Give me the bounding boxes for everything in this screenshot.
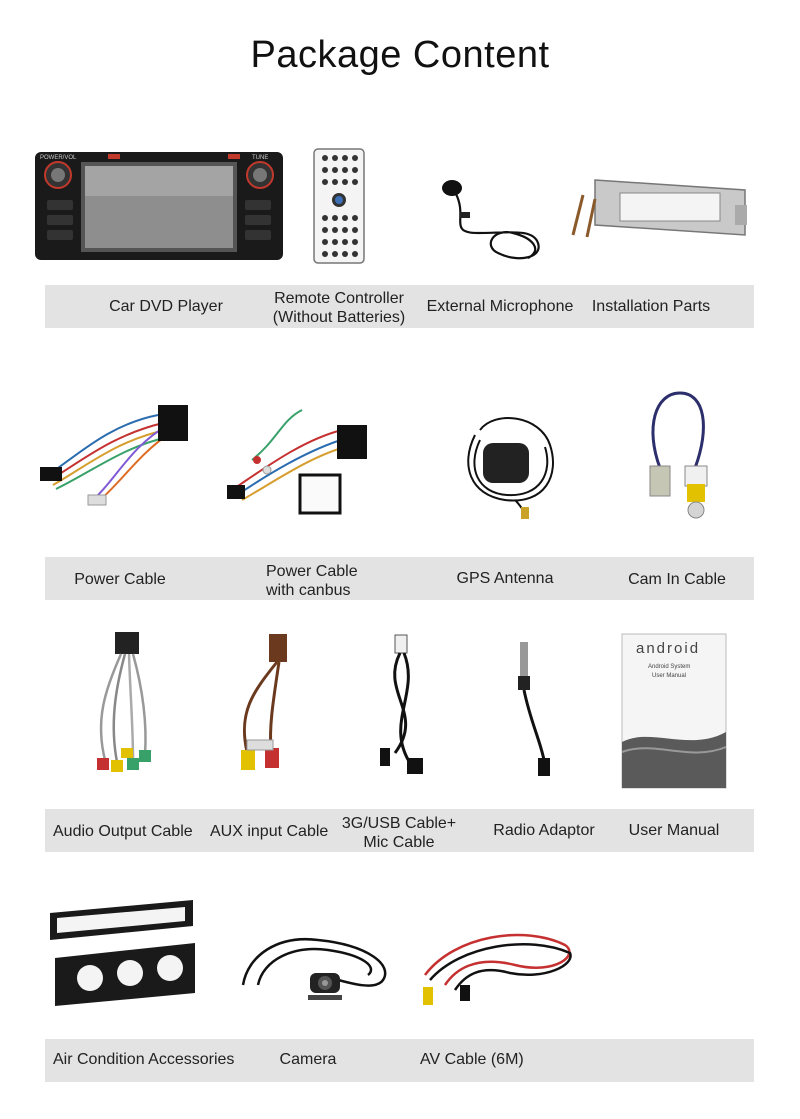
power-cable-image	[38, 385, 198, 515]
aux-input-cable-image	[233, 632, 293, 782]
label-car-dvd-player: Car DVD Player	[109, 298, 223, 315]
camera-image	[238, 915, 398, 1010]
air-condition-accessories-image	[45, 898, 200, 1008]
manual-line-1: Android System	[648, 664, 691, 670]
label-cam-in-cable: Cam In Cable	[628, 571, 726, 588]
remote-controller-image	[313, 148, 365, 264]
car-dvd-player-image	[33, 150, 285, 262]
usb-mic-cable-image	[375, 633, 435, 778]
label-installation-parts: Installation Parts	[591, 298, 711, 315]
label-gps-antenna: GPS Antenna	[456, 570, 554, 587]
av-cable-image	[415, 915, 580, 1015]
label-external-microphone: External Microphone	[426, 298, 574, 315]
device-tune-label: TUNE	[252, 155, 269, 161]
external-microphone-image	[438, 178, 550, 268]
cam-in-cable-image	[645, 388, 715, 523]
label-user-manual: User Manual	[628, 822, 720, 839]
label-usb-mic-cable: 3G/USB Cable+ Mic Cable	[341, 815, 457, 851]
label-radio-adaptor: Radio Adaptor	[493, 822, 595, 839]
label-camera: Camera	[279, 1051, 337, 1068]
label-audio-output-cable: Audio Output Cable	[53, 823, 193, 840]
audio-output-cable-image	[85, 630, 160, 792]
manual-logo-text: android	[636, 640, 701, 657]
label-av-cable: AV Cable (6M)	[420, 1051, 524, 1068]
label-aux-input-cable: AUX input Cable	[210, 823, 329, 840]
label-power-cable: Power Cable	[74, 571, 166, 588]
device-power-vol-label: POWER/VOL	[40, 155, 77, 161]
installation-parts-image	[565, 175, 755, 250]
label-air-condition-accessories: Air Condition Accessories	[53, 1051, 235, 1068]
label-remote-controller: Remote Controller (Without Batteries)	[272, 290, 406, 326]
gps-antenna-image	[455, 405, 565, 523]
radio-adaptor-image	[512, 640, 552, 780]
manual-line-2: User Manual	[652, 673, 687, 679]
label-power-cable-canbus: Power Cable with canbus	[266, 563, 358, 599]
page-title: Package Content	[250, 34, 550, 76]
power-cable-canbus-image	[222, 400, 372, 518]
